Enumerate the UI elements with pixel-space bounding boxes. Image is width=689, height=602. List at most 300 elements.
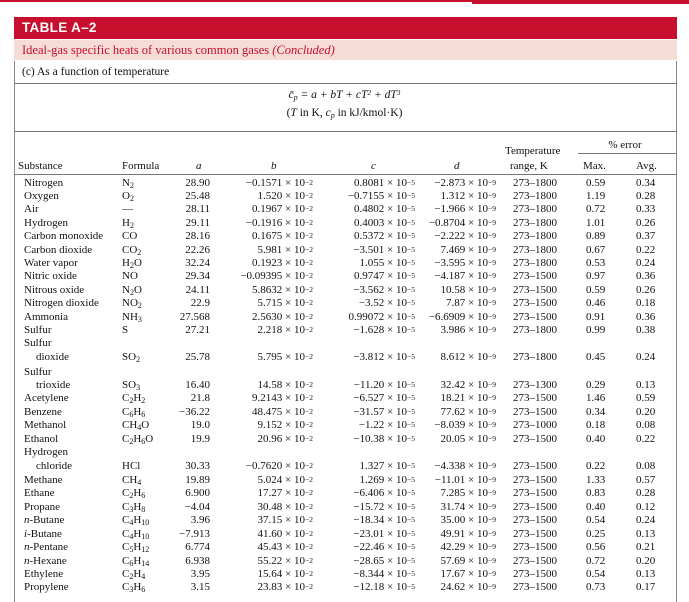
cell-formula: $CH_4O$ <box>122 419 150 432</box>
cell-b: $5.8632 \times 10^{-2}$ <box>252 284 313 296</box>
cell-substance: Water vapor <box>24 257 78 269</box>
cell-formula: CO <box>122 230 138 242</box>
cell-c: $1.055 \times 10^{-5}$ <box>359 257 415 269</box>
cell-range: 273–1500 <box>513 514 557 526</box>
cell-max: 0.91 <box>586 311 606 323</box>
col-formula: Formula <box>122 160 160 172</box>
cell-avg: 0.26 <box>636 217 656 229</box>
cell-max: 0.97 <box>586 270 606 282</box>
cell-d: $31.74 \times 10^{-9}$ <box>440 501 496 513</box>
cell-c: $-12.18 \times 10^{-5}$ <box>353 581 415 593</box>
equation-line1: $c̄_p = a$ + bT + $cT^2 + dT^3$ <box>288 88 401 102</box>
col-c: c <box>371 160 376 172</box>
table-row <box>0 460 689 473</box>
cell-b: $1.520 \times 10^{-2}$ <box>257 190 313 202</box>
cell-max: 0.56 <box>586 541 606 553</box>
cell-b: $2.218 \times 10^{-2}$ <box>257 324 313 336</box>
cell-d: $10.58 \times 10^{-9}$ <box>440 284 496 296</box>
table-row <box>0 541 689 554</box>
table-row <box>0 244 689 257</box>
cell-range: 273–1800 <box>513 217 557 229</box>
cell-d: $-3.595 \times 10^{-9}$ <box>434 257 496 269</box>
cell-c: $-0.7155 \times 10^{-5}$ <box>347 190 415 202</box>
cell-max: 0.67 <box>586 244 606 256</box>
cell-d: $77.62 \times 10^{-9}$ <box>440 406 496 418</box>
cell-a: 32.24 <box>185 257 210 269</box>
table-row <box>0 474 689 487</box>
cell-c: $-3.562 \times 10^{-5}$ <box>353 284 415 296</box>
cell-max: 0.72 <box>586 555 606 567</box>
cell-a: 28.11 <box>185 203 210 215</box>
cell-avg: 0.26 <box>636 284 656 296</box>
cell-avg: 0.28 <box>636 190 656 202</box>
cell-range: 273–1500 <box>513 392 557 404</box>
cell-range: 273–1500 <box>513 270 557 282</box>
table-row <box>0 177 689 190</box>
cell-max: 0.73 <box>586 581 606 593</box>
cell-a: 24.11 <box>185 284 210 296</box>
cell-range: 273–1500 <box>513 555 557 567</box>
cell-a: 29.11 <box>185 217 210 229</box>
cell-formula: $CH_4$ <box>122 474 142 487</box>
cell-range: 273–1000 <box>513 419 557 431</box>
cell-substance: Nitrous oxide <box>24 284 85 296</box>
cell-range: 273–1500 <box>513 581 557 593</box>
cell-avg: 0.34 <box>636 177 656 189</box>
cell-c: $-1.22 \times 10^{-5}$ <box>358 419 415 431</box>
cell-max: 0.83 <box>586 487 606 499</box>
cell-max: 0.29 <box>586 379 606 391</box>
table-row <box>0 311 689 324</box>
col-max: Max. <box>583 160 606 172</box>
cell-c: $-3.501 \times 10^{-5}$ <box>353 244 415 256</box>
cell-c: $0.4003 \times 10^{-5}$ <box>354 217 415 229</box>
cell-range: 273–1800 <box>513 177 557 189</box>
cell-b: $0.1675 \times 10^{-2}$ <box>252 230 313 242</box>
cell-range: 273–1500 <box>513 528 557 540</box>
cell-d: $7.469 \times 10^{-9}$ <box>440 244 496 256</box>
cell-formula: $NH_3$ <box>122 311 142 324</box>
cell-formula: $O_2$ <box>122 190 134 203</box>
divider-mid <box>14 131 677 132</box>
cell-d: $1.312 \times 10^{-9}$ <box>440 190 496 202</box>
cell-substance: Ethane <box>24 487 55 499</box>
cell-substance: n-Butane <box>24 514 65 526</box>
cell-range: 273–1500 <box>513 541 557 553</box>
table-row <box>0 337 689 350</box>
cell-substance: Propylene <box>24 581 69 593</box>
cell-range: 273–1300 <box>513 379 557 391</box>
cell-range: 273–1800 <box>513 190 557 202</box>
cell-avg: 0.36 <box>636 311 656 323</box>
cell-formula: — <box>122 203 133 215</box>
cell-d: $57.69 \times 10^{-9}$ <box>440 555 496 567</box>
cell-c: $-31.57 \times 10^{-5}$ <box>353 406 415 418</box>
cell-max: 0.25 <box>586 528 606 540</box>
cell-d: $17.67 \times 10^{-9}$ <box>440 568 496 580</box>
cell-max: 1.33 <box>586 474 606 486</box>
col-avg: Avg. <box>636 160 657 172</box>
cell-range: 273–1800 <box>513 244 557 256</box>
cell-c: $0.9747 \times 10^{-5}$ <box>354 270 415 282</box>
table-row <box>0 419 689 432</box>
cell-b: $-0.1571 \times 10^{-2}$ <box>245 177 313 189</box>
cell-d: $-2.222 \times 10^{-9}$ <box>434 230 496 242</box>
cell-c: $-8.344 \times 10^{-5}$ <box>353 568 415 580</box>
cell-max: 1.19 <box>586 190 606 202</box>
cell-avg: 0.18 <box>636 297 656 309</box>
cell-max: 0.40 <box>586 433 606 445</box>
cell-range: 273–1500 <box>513 487 557 499</box>
table-row <box>0 230 689 243</box>
cell-range: 273–1500 <box>513 568 557 580</box>
cell-avg: 0.22 <box>636 433 656 445</box>
cell-avg: 0.24 <box>636 257 656 269</box>
table-row <box>0 528 689 541</box>
cell-a: 25.48 <box>185 190 210 202</box>
cell-c: $-3.52 \times 10^{-5}$ <box>358 297 415 309</box>
cell-d: $18.21 \times 10^{-9}$ <box>440 392 496 404</box>
cell-substance: chloride <box>36 460 73 472</box>
cell-substance: Nitric oxide <box>24 270 77 282</box>
cell-substance: Air <box>24 203 39 215</box>
cell-d: $42.29 \times 10^{-9}$ <box>440 541 496 553</box>
cell-substance: Ammonia <box>24 311 68 323</box>
cell-formula: $C_5H_{12}$ <box>122 541 150 554</box>
col-substance: Substance <box>18 160 63 172</box>
col-d: d <box>454 160 460 172</box>
cell-range: 273–1500 <box>513 433 557 445</box>
cell-range: 273–1500 <box>513 460 557 472</box>
cell-d: $-2.873 \times 10^{-9}$ <box>434 177 496 189</box>
cell-formula: $C_3H_6$ <box>122 581 146 594</box>
cell-range: 273–1500 <box>513 311 557 323</box>
table-row <box>0 203 689 216</box>
cell-substance: n-Pentane <box>24 541 68 553</box>
cell-b: $15.64 \times 10^{-2}$ <box>257 568 313 580</box>
equation-line2: (T in K, $c_p$ in kJ/kmol·K) <box>286 107 403 120</box>
cell-substance: Hydrogen <box>24 446 68 458</box>
cell-b: $23.83 \times 10^{-2}$ <box>257 581 313 593</box>
cell-substance: Carbon dioxide <box>24 244 93 256</box>
cell-a: 21.8 <box>190 392 210 404</box>
table-row <box>0 555 689 568</box>
cell-a: 30.33 <box>185 460 210 472</box>
table-row <box>0 433 689 446</box>
cell-max: 0.59 <box>586 177 606 189</box>
cell-c: $-11.20 \times 10^{-5}$ <box>353 379 415 391</box>
cell-substance: trioxide <box>36 379 71 391</box>
cell-c: $0.4802 \times 10^{-5}$ <box>354 203 415 215</box>
cell-a: −4.04 <box>184 501 210 513</box>
table-row <box>0 190 689 203</box>
cell-max: 0.54 <box>586 568 606 580</box>
cell-b: $9.152 \times 10^{-2}$ <box>257 419 313 431</box>
cell-formula: $C_2H_4$ <box>122 568 146 581</box>
cell-c: $-15.72 \times 10^{-5}$ <box>353 501 415 513</box>
cell-a: 22.9 <box>190 297 210 309</box>
cell-avg: 0.33 <box>636 203 656 215</box>
cell-c: $-18.34 \times 10^{-5}$ <box>353 514 415 526</box>
cell-avg: 0.37 <box>636 230 656 242</box>
cell-b: $17.27 \times 10^{-2}$ <box>257 487 313 499</box>
cell-a: −36.22 <box>179 406 210 418</box>
cell-avg: 0.38 <box>636 324 656 336</box>
table-title: TABLE A–2 <box>14 17 677 39</box>
cell-avg: 0.08 <box>636 419 656 431</box>
cell-b: $9.2143 \times 10^{-2}$ <box>252 392 313 404</box>
cell-a: 16.40 <box>185 379 210 391</box>
cell-b: $-0.1916 \times 10^{-2}$ <box>245 217 313 229</box>
caption-main: Ideal-gas specific heats of various common gases <box>22 43 270 57</box>
cell-avg: 0.12 <box>636 501 656 513</box>
table-row <box>0 568 689 581</box>
cell-range: 273–1500 <box>513 406 557 418</box>
cell-formula: NO <box>122 270 138 282</box>
cell-substance: Carbon monoxide <box>24 230 104 242</box>
cell-a: 19.9 <box>190 433 210 445</box>
table-row <box>0 297 689 310</box>
cell-range: 273–1500 <box>513 297 557 309</box>
cell-avg: 0.08 <box>636 460 656 472</box>
cell-avg: 0.13 <box>636 379 656 391</box>
cell-avg: 0.13 <box>636 568 656 580</box>
cell-c: $0.8081 \times 10^{-5}$ <box>354 177 415 189</box>
cell-formula: $C_2H_6O$ <box>122 433 154 446</box>
cell-b: $-0.7620 \times 10^{-2}$ <box>245 460 313 472</box>
cell-formula: HCl <box>122 460 141 472</box>
cell-c: $0.5372 \times 10^{-5}$ <box>354 230 415 242</box>
cell-formula: $C_3H_8$ <box>122 501 146 514</box>
cell-max: 1.46 <box>586 392 606 404</box>
cell-b: $45.43 \times 10^{-2}$ <box>257 541 313 553</box>
table-row <box>0 379 689 392</box>
cell-formula: $C_2H_6$ <box>122 487 146 500</box>
cell-b: $5.024 \times 10^{-2}$ <box>257 474 313 486</box>
col-temp-line1: Temperature <box>505 145 561 157</box>
cell-substance: i-Butane <box>24 528 62 540</box>
caption-note: (Concluded) <box>272 43 335 57</box>
cell-d: $24.62 \times 10^{-9}$ <box>440 581 496 593</box>
cell-c: $1.269 \times 10^{-5}$ <box>359 474 415 486</box>
cell-substance: dioxide <box>36 351 69 363</box>
cell-substance: Methanol <box>24 419 67 431</box>
divider-header <box>14 174 677 175</box>
cell-b: $14.58 \times 10^{-2}$ <box>257 379 313 391</box>
cell-avg: 0.20 <box>636 406 656 418</box>
cell-formula: S <box>122 324 129 336</box>
cell-substance: n-Hexane <box>24 555 67 567</box>
cell-d: $3.986 \times 10^{-9}$ <box>440 324 496 336</box>
cell-a: 6.774 <box>185 541 210 553</box>
divider-top <box>14 83 677 84</box>
cell-d: $-0.8704 \times 10^{-9}$ <box>428 217 496 229</box>
cell-b: $48.475 \times 10^{-2}$ <box>252 406 313 418</box>
cell-c: $1.327 \times 10^{-5}$ <box>359 460 415 472</box>
cell-range: 273–1800 <box>513 324 557 336</box>
cell-c: $0.99072 \times 10^{-5}$ <box>348 311 415 323</box>
cell-avg: 0.20 <box>636 555 656 567</box>
cell-d: $-11.01 \times 10^{-9}$ <box>434 474 496 486</box>
cell-range: 273–1500 <box>513 284 557 296</box>
cell-substance: Ethanol <box>24 433 59 445</box>
cell-a: 27.21 <box>185 324 210 336</box>
cell-range: 273–1500 <box>513 501 557 513</box>
cell-formula: $C_2H_2$ <box>122 392 146 405</box>
col-b: b <box>271 160 277 172</box>
table-row <box>0 324 689 337</box>
cell-b: $5.981 \times 10^{-2}$ <box>257 244 313 256</box>
cell-avg: 0.24 <box>636 514 656 526</box>
cell-max: 0.40 <box>586 501 606 513</box>
cell-formula: $C_4H_{10}$ <box>122 528 150 541</box>
cell-formula: $SO_3$ <box>122 379 141 392</box>
cell-d: $-8.039 \times 10^{-9}$ <box>434 419 496 431</box>
cell-c: $-6.527 \times 10^{-5}$ <box>353 392 415 404</box>
cell-b: $0.1923 \times 10^{-2}$ <box>252 257 313 269</box>
cell-formula: $H_2$ <box>122 217 134 230</box>
cell-a: −7.913 <box>179 528 210 540</box>
table-row <box>0 392 689 405</box>
cell-b: $37.15 \times 10^{-2}$ <box>257 514 313 526</box>
cell-max: 0.46 <box>586 297 606 309</box>
cell-b: $5.715 \times 10^{-2}$ <box>257 297 313 309</box>
table-row <box>0 581 689 594</box>
cell-avg: 0.24 <box>636 351 656 363</box>
cell-avg: 0.22 <box>636 244 656 256</box>
table-caption <box>14 40 677 60</box>
table-row <box>0 284 689 297</box>
cell-max: 0.53 <box>586 257 606 269</box>
table-row <box>0 217 689 230</box>
col-error-group: % error <box>608 139 642 151</box>
cell-max: 0.45 <box>586 351 606 363</box>
cell-formula: $C_6H_6$ <box>122 406 146 419</box>
cell-max: 0.54 <box>586 514 606 526</box>
cell-b: $0.1967 \times 10^{-2}$ <box>252 203 313 215</box>
cell-max: 0.59 <box>586 284 606 296</box>
cell-substance: Benzene <box>24 406 62 418</box>
cell-avg: 0.36 <box>636 270 656 282</box>
cell-substance: Hydrogen <box>24 217 68 229</box>
cell-substance: Ethylene <box>24 568 64 580</box>
table-row <box>0 351 689 364</box>
cell-b: $41.60 \times 10^{-2}$ <box>257 528 313 540</box>
table-row <box>0 257 689 270</box>
cell-formula: $SO_2$ <box>122 351 141 364</box>
sub-caption: (c) As a function of temperature <box>22 66 170 78</box>
cell-a: 19.0 <box>190 419 210 431</box>
cell-c: $-10.38 \times 10^{-5}$ <box>353 433 415 445</box>
cell-d: $-4.187 \times 10^{-9}$ <box>434 270 496 282</box>
cell-avg: 0.59 <box>636 392 656 404</box>
cell-c: $-23.01 \times 10^{-5}$ <box>353 528 415 540</box>
cell-d: $7.87 \times 10^{-9}$ <box>446 297 496 309</box>
cell-d: $8.612 \times 10^{-9}$ <box>440 351 496 363</box>
cell-max: 0.34 <box>586 406 606 418</box>
cell-avg: 0.57 <box>636 474 656 486</box>
cell-d: $35.00 \times 10^{-9}$ <box>440 514 496 526</box>
cell-avg: 0.17 <box>636 581 656 593</box>
cell-substance: Nitrogen dioxide <box>24 297 99 309</box>
cell-range: 273–1500 <box>513 474 557 486</box>
cell-a: 6.900 <box>185 487 210 499</box>
cell-d: $-1.966 \times 10^{-9}$ <box>434 203 496 215</box>
cell-c: $-22.46 \times 10^{-5}$ <box>353 541 415 553</box>
cell-max: 0.72 <box>586 203 606 215</box>
cell-a: 19.89 <box>185 474 210 486</box>
cell-avg: 0.21 <box>636 541 656 553</box>
cell-substance: Sulfur <box>24 337 52 349</box>
cell-a: 27.568 <box>179 311 210 323</box>
table-row <box>0 270 689 283</box>
cell-b: $55.22 \times 10^{-2}$ <box>257 555 313 567</box>
cell-substance: Sulfur <box>24 366 52 378</box>
cell-a: 3.15 <box>190 581 210 593</box>
cell-d: $32.42 \times 10^{-9}$ <box>440 379 496 391</box>
cell-range: 273–1800 <box>513 203 557 215</box>
cell-formula: $H_2O$ <box>122 257 142 270</box>
cell-b: $20.96 \times 10^{-2}$ <box>257 433 313 445</box>
cell-max: 0.89 <box>586 230 606 242</box>
cell-a: 28.90 <box>185 177 210 189</box>
cell-avg: 0.13 <box>636 528 656 540</box>
cell-d: $-4.338 \times 10^{-9}$ <box>434 460 496 472</box>
table-row <box>0 514 689 527</box>
cell-c: $-28.65 \times 10^{-5}$ <box>353 555 415 567</box>
cell-substance: Acetylene <box>24 392 69 404</box>
cell-a: 3.96 <box>190 514 210 526</box>
table-row <box>0 501 689 514</box>
table-row <box>0 487 689 500</box>
cell-formula: $N_2O$ <box>122 284 142 297</box>
cell-substance: Propane <box>24 501 61 513</box>
error-group-rule <box>578 153 676 154</box>
cell-b: $5.795 \times 10^{-2}$ <box>257 351 313 363</box>
cell-max: 1.01 <box>586 217 606 229</box>
cell-a: 22.26 <box>185 244 210 256</box>
cell-b: $2.5630 \times 10^{-2}$ <box>252 311 313 323</box>
cell-b: $30.48 \times 10^{-2}$ <box>257 501 313 513</box>
cell-a: 25.78 <box>185 351 210 363</box>
cell-a: 29.34 <box>185 270 210 282</box>
cell-d: $7.285 \times 10^{-9}$ <box>440 487 496 499</box>
cell-range: 273–1800 <box>513 351 557 363</box>
cell-a: 6.938 <box>185 555 210 567</box>
cell-d: $-6.6909 \times 10^{-9}$ <box>428 311 496 323</box>
cell-range: 273–1800 <box>513 257 557 269</box>
cell-c: $-3.812 \times 10^{-5}$ <box>353 351 415 363</box>
cell-a: 28.16 <box>185 230 210 242</box>
cell-formula: $NO_2$ <box>122 297 142 310</box>
cell-formula: $C_4H_{10}$ <box>122 514 150 527</box>
cell-formula: $C_6H_{14}$ <box>122 555 150 568</box>
cell-formula: $N_2$ <box>122 177 134 190</box>
cell-range: 273–1800 <box>513 230 557 242</box>
cell-c: $-6.406 \times 10^{-5}$ <box>353 487 415 499</box>
cell-substance: Methane <box>24 474 63 486</box>
cell-b: $-0.09395 \times 10^{-2}$ <box>240 270 313 282</box>
appendix-tab <box>472 0 689 4</box>
cell-max: 0.18 <box>586 419 606 431</box>
cell-substance: Oxygen <box>24 190 59 202</box>
cell-substance: Nitrogen <box>24 177 64 189</box>
cell-a: 3.95 <box>190 568 210 580</box>
cell-d: $20.05 \times 10^{-9}$ <box>440 433 496 445</box>
cell-c: $-1.628 \times 10^{-5}$ <box>353 324 415 336</box>
table-row <box>0 406 689 419</box>
cell-d: $49.91 \times 10^{-9}$ <box>440 528 496 540</box>
